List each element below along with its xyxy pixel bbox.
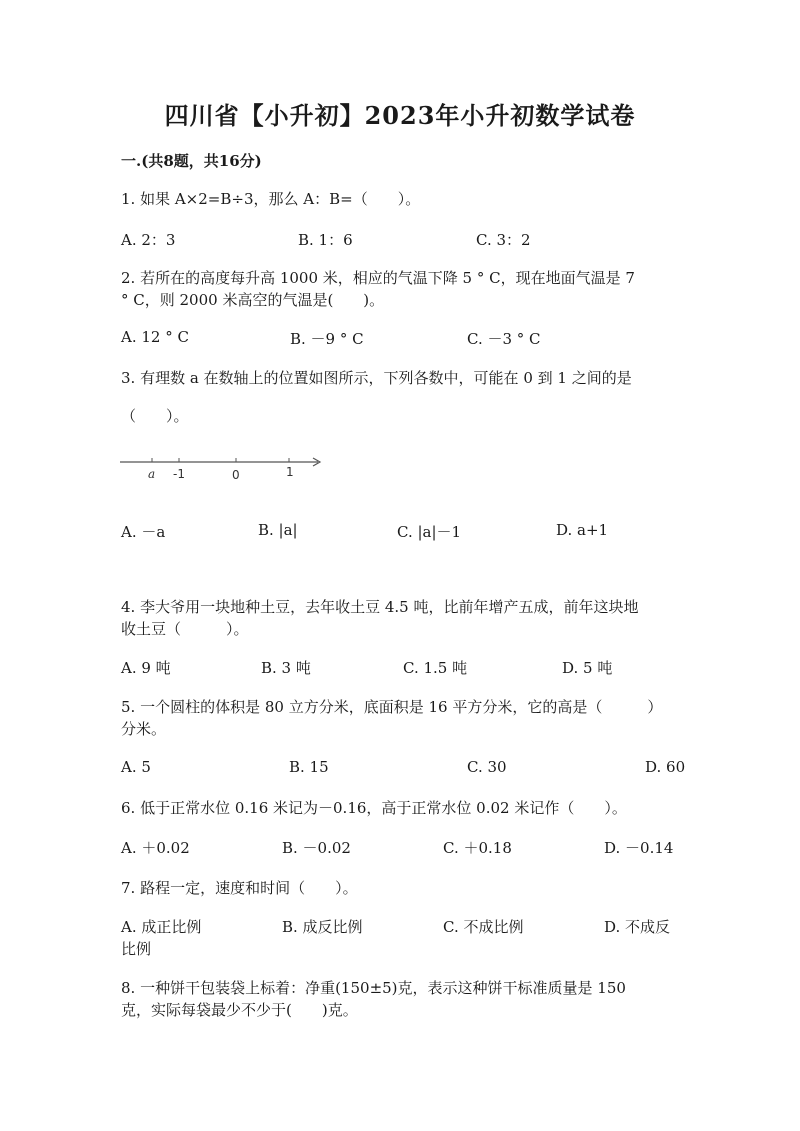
question-7-text: 7. 路程一定，速度和时间（ ）。 xyxy=(121,879,358,897)
q3-option-a: A. －a xyxy=(121,523,166,541)
question-4-text-line2: 收土豆（ ）。 xyxy=(121,620,249,638)
q6-option-a: A. ＋0.02 xyxy=(121,839,190,857)
question-3-text-line2: （ ）。 xyxy=(121,407,189,425)
question-3-text-line1: 3. 有理数 a 在数轴上的位置如图所示，下列各数中，可能在 0 到 1 之间的是 xyxy=(121,369,632,387)
label-1: 1 xyxy=(286,465,294,479)
q5-option-d: D. 60 xyxy=(645,758,686,776)
q5-option-b: B. 15 xyxy=(289,758,329,776)
q1-option-b: B. 1：6 xyxy=(298,231,353,249)
q1-option-c: C. 3：2 xyxy=(476,231,531,249)
q6-option-c: C. ＋0.18 xyxy=(443,839,512,857)
page-title: 四川省【小升初】2023年小升初数学试卷 xyxy=(164,101,636,130)
q5-option-a: A. 5 xyxy=(121,758,151,776)
q7-option-d: D. 不成反 xyxy=(604,918,671,936)
q4-option-d: D. 5 吨 xyxy=(562,659,613,677)
question-5-text-line1: 5. 一个圆柱的体积是 80 立方分米，底面积是 16 平方分米，它的高是（ ） xyxy=(121,698,663,716)
q6-option-d: D. －0.14 xyxy=(604,839,674,857)
q3-option-d: D. a+1 xyxy=(556,521,609,539)
q4-option-b: B. 3 吨 xyxy=(261,659,311,677)
q7-option-b: B. 成反比例 xyxy=(282,918,363,936)
question-2-text-line2: ° C，则 2000 米高空的气温是( )。 xyxy=(121,291,385,309)
question-1-text: 1. 如果 A×2=B÷3，那么 A：B=（ ）。 xyxy=(121,190,421,208)
q2-option-a: A. 12 ° C xyxy=(121,328,189,346)
q3-option-c: C. |a|－1 xyxy=(397,523,462,541)
label-neg1: -1 xyxy=(173,467,185,481)
q6-option-b: B. －0.02 xyxy=(282,839,351,857)
question-8-text-line2: 克，实际每袋最少不少于( )克。 xyxy=(121,1001,358,1019)
q7-option-a: A. 成正比例 xyxy=(121,918,202,936)
question-5-text-line2: 分米。 xyxy=(121,720,167,738)
section-heading: 一.(共8题，共16分) xyxy=(121,152,262,170)
q7-option-c: C. 不成比例 xyxy=(443,918,524,936)
q4-option-c: C. 1.5 吨 xyxy=(403,659,468,677)
label-0: 0 xyxy=(232,468,240,482)
number-line-figure xyxy=(118,452,328,488)
q3-option-b: B. |a| xyxy=(258,521,298,539)
q2-option-b: B. －9 ° C xyxy=(290,330,364,348)
question-2-text-line1: 2. 若所在的高度每升高 1000 米，相应的气温下降 5 ° C，现在地面气温是 7 xyxy=(121,269,635,287)
q5-option-c: C. 30 xyxy=(467,758,507,776)
label-a: a xyxy=(148,467,156,481)
question-4-text-line1: 4. 李大爷用一块地种土豆，去年收土豆 4.5 吨，比前年增产五成，前年这块地 xyxy=(121,598,639,616)
question-8-text-line1: 8. 一种饼干包装袋上标着：净重(150±5)克，表示这种饼干标准质量是 150 xyxy=(121,979,626,997)
q4-option-a: A. 9 吨 xyxy=(121,659,171,677)
q2-option-c: C. －3 ° C xyxy=(467,330,541,348)
q1-option-a: A. 2：3 xyxy=(121,231,176,249)
q7-option-d-wrap: 比例 xyxy=(121,940,152,958)
question-6-text: 6. 低于正常水位 0.16 米记为－0.16，高于正常水位 0.02 米记作（ ）。 xyxy=(121,799,627,817)
